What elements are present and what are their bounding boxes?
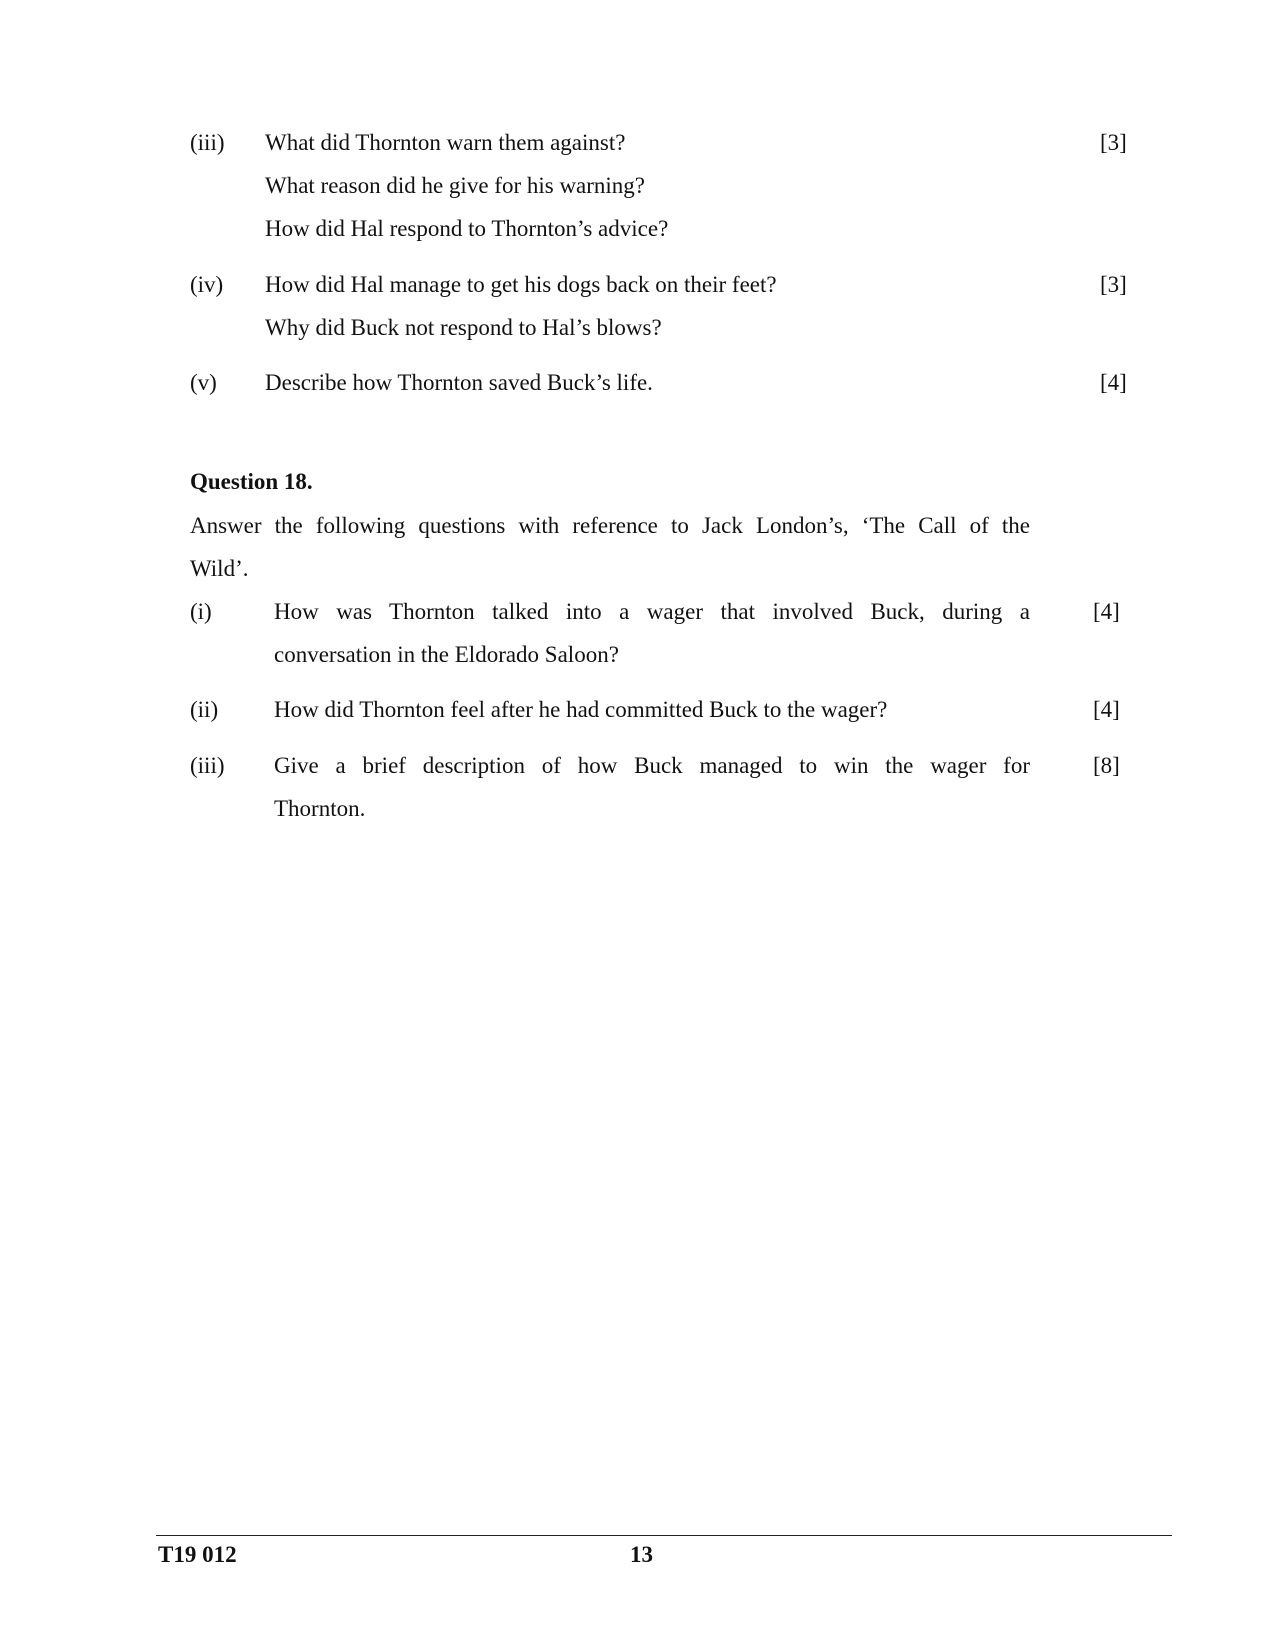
question-line: What did Thornton warn them against? <box>265 130 626 155</box>
question-line: How did Thornton feel after he had committed Buck to the wager? <box>274 697 888 722</box>
item-number: (iii) <box>190 130 225 155</box>
question-line: What reason did he give for his warning? <box>265 173 646 198</box>
question-line: How did Hal respond to Thornton’s advice? <box>265 216 669 241</box>
marks-label: [4] <box>1093 599 1120 624</box>
item-number: (iv) <box>190 272 224 297</box>
question-line: conversation in the Eldorado Saloon? <box>274 642 619 667</box>
item-number: (ii) <box>190 697 219 722</box>
question-intro-line: Wild’. <box>190 556 249 581</box>
marks-label: [4] <box>1093 697 1120 722</box>
item-number: (iii) <box>190 753 225 778</box>
marks-label: [3] <box>1100 130 1127 155</box>
paper-code: T19 012 <box>158 1542 237 1567</box>
question-intro-line: Answer the following questions with reference to Jack London’s, ‘The Call of the <box>190 513 1030 538</box>
question-line: How did Hal manage to get his dogs back on their feet? <box>265 272 777 297</box>
question-heading: Question 18. <box>190 469 313 494</box>
question-line: Why did Buck not respond to Hal’s blows? <box>265 315 662 340</box>
item-number: (i) <box>190 599 212 624</box>
page-number: 13 <box>630 1542 653 1567</box>
question-line: Describe how Thornton saved Buck’s life. <box>265 370 653 395</box>
marks-label: [3] <box>1100 272 1127 297</box>
marks-label: [4] <box>1100 370 1127 395</box>
question-line: Thornton. <box>274 796 366 821</box>
item-number: (v) <box>190 370 217 395</box>
question-line: Give a brief description of how Buck managed to win the wager for <box>274 753 1030 778</box>
marks-label: [8] <box>1093 753 1120 778</box>
question-line: How was Thornton talked into a wager that involved Buck, during a <box>274 599 1030 624</box>
footer-divider <box>156 1535 1172 1536</box>
